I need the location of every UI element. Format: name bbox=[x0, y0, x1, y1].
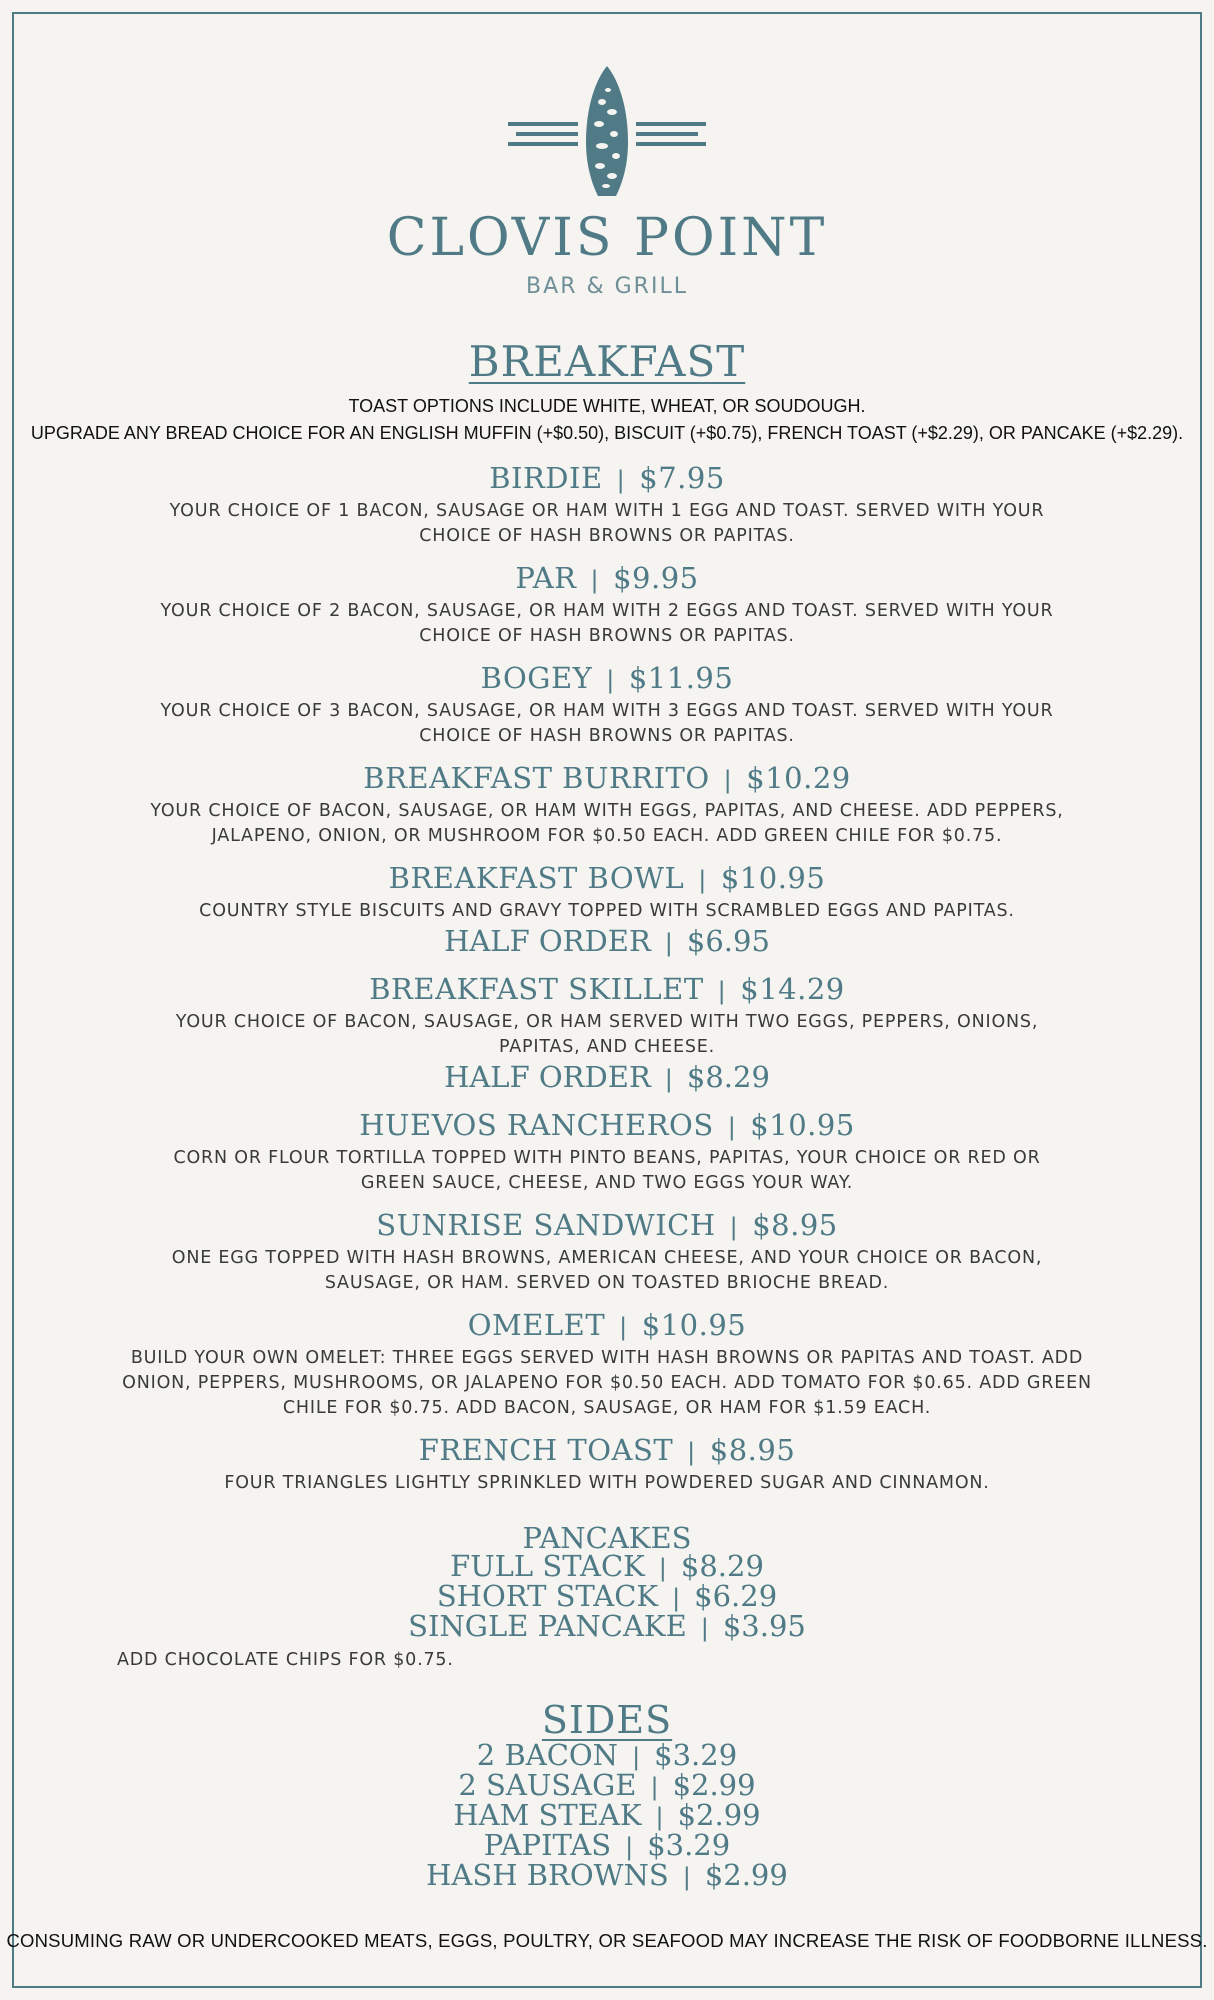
separator: | bbox=[672, 1584, 681, 1612]
separator: | bbox=[682, 1863, 691, 1891]
logo bbox=[0, 62, 1214, 202]
separator: | bbox=[698, 866, 707, 894]
separator: | bbox=[590, 566, 600, 594]
item-price: $2.99 bbox=[672, 1768, 756, 1802]
item-price: $6.29 bbox=[694, 1579, 778, 1613]
item-description: BUILD YOUR OWN OMELET: THREE EGGS SERVED WITH HASH BROWNS OR PAPITAS AND TOAST. ADD ONION, PEPPERS, MUSHROOMS, OR JALAPENO FOR $0.50 EACH. ADD TOMATO FOR $0.65. ADD GREEN CHILE FOR $0.75. ADD BACON, SAUSAGE, OR HAM FOR $1.59 EACH. bbox=[122, 1348, 1092, 1418]
half-order-price: $8.29 bbox=[686, 1060, 770, 1094]
separator: | bbox=[619, 1313, 628, 1341]
menu-item bbox=[0, 972, 1214, 1096]
item-price: $2.99 bbox=[704, 1858, 788, 1892]
menu-item bbox=[0, 661, 1214, 749]
side-item bbox=[0, 1798, 1214, 1832]
item-price: $10.29 bbox=[746, 761, 851, 795]
item-name: HUEVOS RANCHEROS bbox=[359, 1108, 714, 1142]
side-item bbox=[0, 1738, 1214, 1772]
pancakes-title: PANCAKES bbox=[522, 1521, 692, 1555]
item-price: $3.29 bbox=[654, 1738, 738, 1772]
menu-item bbox=[0, 1308, 1214, 1421]
item-description: YOUR CHOICE OF 2 BACON, SAUSAGE, OR HAM WITH 2 EGGS AND TOAST. SERVED WITH YOUR CHOICE OF HASH BROWNS OR PAPITAS. bbox=[160, 601, 1054, 646]
half-order-price: $6.95 bbox=[686, 924, 770, 958]
menu-item bbox=[0, 1433, 1214, 1496]
item-price: $3.29 bbox=[647, 1828, 731, 1862]
menu-item bbox=[0, 761, 1214, 849]
pancake-item bbox=[0, 1549, 1214, 1583]
item-name: PAPITAS bbox=[483, 1828, 612, 1862]
half-order-label: HALF ORDER bbox=[444, 1060, 651, 1094]
item-description: CORN OR FLOUR TORTILLA TOPPED WITH PINTO BEANS, PAPITAS, YOUR CHOICE OR RED OR GREEN SAUCE, CHEESE, AND TWO EGGS YOUR WAY. bbox=[173, 1148, 1041, 1193]
item-name: SHORT STACK bbox=[436, 1579, 659, 1613]
item-price: $8.95 bbox=[752, 1208, 838, 1242]
item-name: FULL STACK bbox=[450, 1549, 645, 1583]
side-item bbox=[0, 1858, 1214, 1892]
item-name: BREAKFAST BURRITO bbox=[363, 761, 710, 795]
item-description: COUNTRY STYLE BISCUITS AND GRAVY TOPPED WITH SCRAMBLED EGGS AND PAPITAS. bbox=[199, 901, 1015, 921]
item-name: SUNRISE SANDWICH bbox=[376, 1208, 716, 1242]
item-description: YOUR CHOICE OF 3 BACON, SAUSAGE, OR HAM WITH 3 EGGS AND TOAST. SERVED WITH YOUR CHOICE OF HASH BROWNS OR PAPITAS. bbox=[160, 701, 1054, 746]
separator: | bbox=[717, 977, 727, 1005]
separator: | bbox=[658, 1554, 667, 1582]
separator: | bbox=[664, 1065, 673, 1093]
menu-content bbox=[0, 337, 1214, 1891]
item-price: $8.95 bbox=[709, 1433, 796, 1467]
sides-section bbox=[0, 1699, 1214, 1891]
pancakes-note: ADD CHOCOLATE CHIPS FOR $0.75. bbox=[117, 1650, 454, 1670]
pancake-item bbox=[0, 1579, 1214, 1613]
item-description: YOUR CHOICE OF 1 BACON, SAUSAGE OR HAM WITH 1 EGG AND TOAST. SERVED WITH YOUR CHOICE OF HASH BROWNS OR PAPITAS. bbox=[169, 501, 1045, 546]
item-price: $2.99 bbox=[677, 1798, 761, 1832]
item-price: $9.95 bbox=[613, 561, 699, 595]
item-name: 2 BACON bbox=[476, 1738, 619, 1772]
menu-item bbox=[0, 1108, 1214, 1196]
item-name: BREAKFAST SKILLET bbox=[369, 972, 704, 1006]
pancake-item bbox=[0, 1609, 1214, 1643]
upgrade-note: UPGRADE ANY BREAD CHOICE FOR AN ENGLISH MUFFIN (+$0.50), BISCUIT (+$0.75), FRENCH TOAST (+$2.29), OR PANCAKE (+$2.29). bbox=[30, 423, 1184, 443]
menu-item bbox=[0, 861, 1214, 960]
item-name: BREAKFAST BOWL bbox=[388, 861, 685, 895]
separator: | bbox=[723, 766, 733, 794]
pancakes-section bbox=[0, 1521, 1214, 1673]
item-price: $14.29 bbox=[740, 972, 845, 1006]
arrowhead-icon bbox=[502, 62, 712, 202]
sides-title: SIDES bbox=[541, 1698, 673, 1742]
item-description: YOUR CHOICE OF BACON, SAUSAGE, OR HAM WITH EGGS, PAPITAS, AND CHEESE. ADD PEPPERS, JALAPENO, ONION, OR MUSHROOM FOR $0.50 EACH. ADD GREEN CHILE FOR $0.75. bbox=[150, 801, 1064, 846]
brand-name: CLOVIS POINT bbox=[386, 208, 828, 268]
separator: | bbox=[625, 1833, 634, 1861]
menu-item bbox=[0, 1208, 1214, 1296]
item-name: HAM STEAK bbox=[453, 1798, 642, 1832]
item-description: YOUR CHOICE OF BACON, SAUSAGE, OR HAM SERVED WITH TWO EGGS, PEPPERS, ONIONS, PAPITAS, AND CHEESE. bbox=[175, 1012, 1039, 1057]
item-name: HASH BROWNS bbox=[426, 1858, 669, 1892]
item-price: $8.29 bbox=[680, 1549, 764, 1583]
item-name: PAR bbox=[515, 561, 577, 595]
separator: | bbox=[616, 466, 626, 494]
item-name: SINGLE PANCAKE bbox=[408, 1609, 687, 1643]
separator: | bbox=[700, 1614, 709, 1642]
item-price: $10.95 bbox=[641, 1308, 747, 1342]
item-name: FRENCH TOAST bbox=[418, 1433, 674, 1467]
separator: | bbox=[650, 1773, 659, 1801]
side-item bbox=[0, 1768, 1214, 1802]
half-order-label: HALF ORDER bbox=[444, 924, 651, 958]
breakfast-title: BREAKFAST bbox=[468, 337, 746, 386]
item-description: FOUR TRIANGLES LIGHTLY SPRINKLED WITH POWDERED SUGAR AND CINNAMON. bbox=[224, 1473, 990, 1493]
separator: | bbox=[729, 1213, 739, 1241]
item-price: $10.95 bbox=[720, 861, 826, 895]
item-name: OMELET bbox=[467, 1308, 606, 1342]
toast-note: TOAST OPTIONS INCLUDE WHITE, WHEAT, OR SOUDOUGH. bbox=[348, 396, 866, 416]
side-item bbox=[0, 1828, 1214, 1862]
item-name: BIRDIE bbox=[489, 461, 603, 495]
separator: | bbox=[664, 929, 673, 957]
item-name: BOGEY bbox=[480, 661, 593, 695]
item-price: $10.95 bbox=[750, 1108, 855, 1142]
separator: | bbox=[655, 1803, 664, 1831]
separator: | bbox=[606, 666, 615, 694]
menu-item bbox=[0, 461, 1214, 549]
brand-subtitle: BAR & GRILL bbox=[526, 274, 688, 299]
separator: | bbox=[632, 1743, 641, 1771]
item-name: 2 SAUSAGE bbox=[458, 1768, 637, 1802]
separator: | bbox=[687, 1438, 696, 1466]
menu-item bbox=[0, 561, 1214, 649]
item-price: $3.95 bbox=[722, 1609, 806, 1643]
food-safety-disclaimer: CONSUMING RAW OR UNDERCOOKED MEATS, EGGS, POULTRY, OR SEAFOOD MAY INCREASE THE RISK OF FOODBORNE ILLNESS. bbox=[6, 1930, 1208, 1951]
item-price: $7.95 bbox=[639, 461, 725, 495]
separator: | bbox=[727, 1113, 737, 1141]
item-price: $11.95 bbox=[628, 661, 734, 695]
item-description: ONE EGG TOPPED WITH HASH BROWNS, AMERICAN CHEESE, AND YOUR CHOICE OR BACON, SAUSAGE, OR HAM. SERVED ON TOASTED BRIOCHE BREAD. bbox=[171, 1248, 1043, 1293]
